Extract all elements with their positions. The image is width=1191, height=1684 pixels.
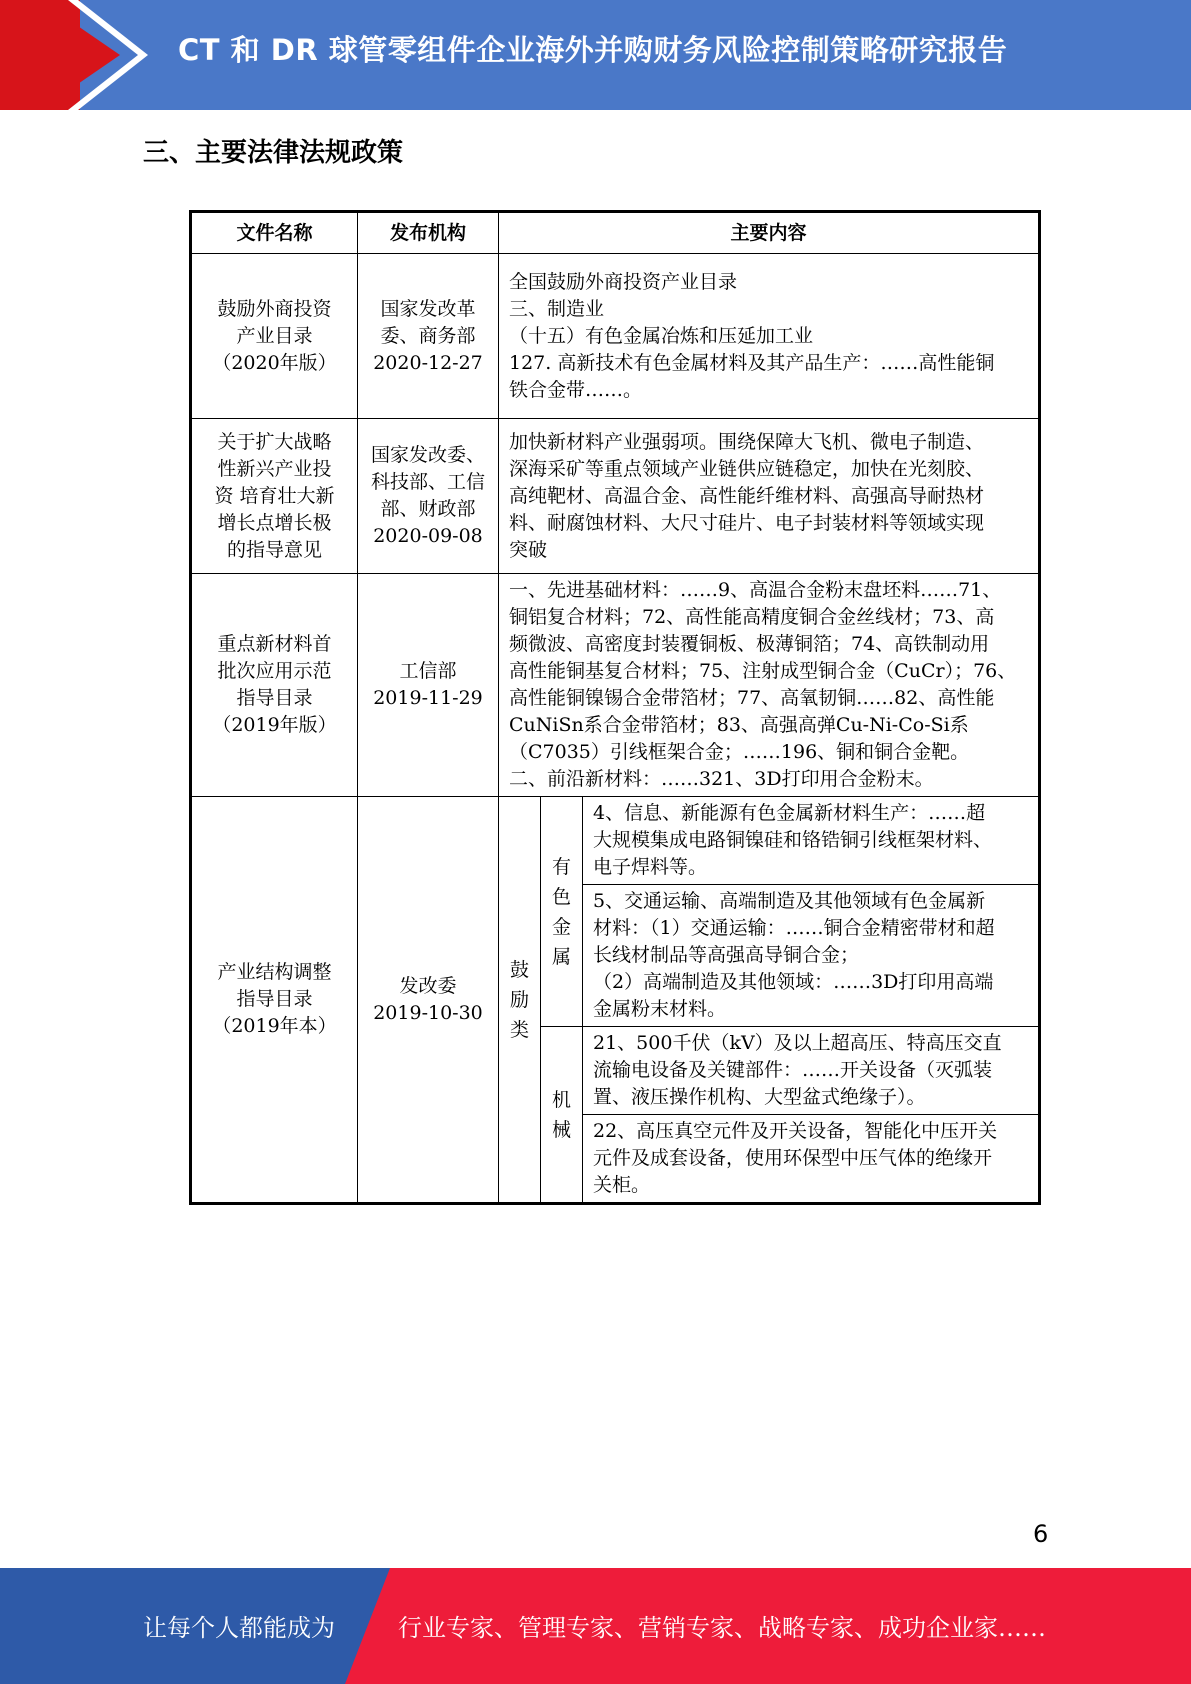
category-cell <box>499 797 541 1204</box>
cell-line: 流输电设备及关键部件：……开关设备（灭弧装 <box>593 1059 993 1081</box>
cell-line: 2019-10-30 <box>373 1001 483 1024</box>
group-label-cell <box>541 1027 583 1204</box>
cell-line: 元件及成套设备，使用环保型中压气体的绝缘开 <box>593 1147 993 1169</box>
cell-line: （2020年版） <box>212 351 337 374</box>
cell-line: 2020-12-27 <box>373 351 483 374</box>
cell-line: 的指导意见 <box>226 538 322 561</box>
item-cell <box>583 885 1040 1027</box>
cell-line: 127. 高新技术有色金属材料及其产品生产：……高性能铜 <box>509 351 995 374</box>
cell-line: 料、耐腐蚀材料、大尺寸硅片、电子封装材料等领域实现 <box>509 511 985 534</box>
item-cell <box>583 1115 1040 1204</box>
table-row <box>191 254 1040 419</box>
table-row <box>191 797 1040 885</box>
footer-slogan-left: 让每个人都能成为 <box>143 1614 335 1642</box>
cell-line: 金属粉末材料。 <box>593 998 727 1020</box>
item-cell <box>583 797 1040 885</box>
cell-line: （2019年本） <box>212 1015 337 1037</box>
cell-line: 指导目录 <box>236 988 313 1010</box>
header-content: 主要内容 <box>499 212 1040 254</box>
cell-line: 机 <box>551 1088 571 1111</box>
cell-line: 产业目录 <box>236 324 313 347</box>
cell-line: 工信部 <box>399 660 457 682</box>
cell-line: （2）高端制造及其他领域：……3D打印用高端 <box>593 971 994 993</box>
table-header-row <box>191 212 1040 254</box>
cell-line: 批次应用示范 <box>217 660 332 682</box>
cell-line: 4、信息、新能源有色金属新材料生产：……超 <box>593 802 986 824</box>
cell-line: 一、先进基础材料：……9、高温合金粉末盘坯料……71、 <box>509 579 1002 601</box>
cell-line: 励 <box>509 988 529 1011</box>
header-white-chevron <box>68 0 148 110</box>
cell-line: 性新兴产业投 <box>217 457 332 480</box>
cell-line: 指导目录 <box>236 687 313 709</box>
cell-line: 重点新材料首 <box>217 633 332 655</box>
cell-line: 21、500千伏（kV）及以上超高压、特高压交直 <box>593 1032 1002 1054</box>
doc-name-cell <box>191 254 358 419</box>
cell-line: 发改委 <box>399 974 457 997</box>
cell-line: 材料：（1）交通运输：……铜合金精密带材和超 <box>593 917 995 939</box>
cell-line: 高性能铜基复合材料；75、注射成型铜合金（CuCr）；76、 <box>509 660 1017 682</box>
section-title: 三、主要法律法规政策 <box>143 138 404 168</box>
cell-line: 鼓励外商投资 <box>217 297 332 320</box>
doc-name-cell <box>191 574 358 797</box>
cell-line: 鼓 <box>509 958 529 981</box>
doc-name-cell <box>191 797 358 1204</box>
cell-line: 色 <box>551 885 571 908</box>
cell-line: 铜铝复合材料；72、高性能高精度铜合金丝线材；73、高 <box>509 606 995 628</box>
doc-name-cell <box>191 419 358 574</box>
cell-line: 频微波、高密度封装覆铜板、极薄铜箔；74、高铁制动用 <box>509 633 990 655</box>
content-cell <box>499 419 1040 574</box>
cell-line: 三、制造业 <box>509 297 605 320</box>
page-number: 6 <box>1033 1520 1049 1548</box>
policy-table <box>189 210 1041 1205</box>
cell-line: 资 培育壮大新 <box>214 484 335 507</box>
publisher-cell <box>358 419 499 574</box>
report-title: CT 和 DR 球管零组件企业海外并购财务风险控制策略研究报告 <box>178 33 1008 67</box>
cell-line: 电子焊料等。 <box>593 856 708 878</box>
content-cell <box>499 574 1040 797</box>
cell-line: 长线材制品等高强高导铜合金； <box>593 944 860 966</box>
header-doc-name: 文件名称 <box>191 212 358 254</box>
publisher-cell <box>358 254 499 419</box>
cell-line: 关于扩大战略 <box>217 430 332 453</box>
header-publisher: 发布机构 <box>358 212 499 254</box>
cell-line: 部、财政部 <box>380 498 476 520</box>
cell-line: 二、前沿新材料：……321、3D打印用合金粉末。 <box>509 768 934 790</box>
cell-line: （C7035）引线框架合金；……196、铜和铜合金靶。 <box>509 741 970 763</box>
cell-line: 关柜。 <box>593 1174 651 1196</box>
cell-line: 5、交通运输、高端制造及其他领域有色金属新 <box>593 890 986 912</box>
cell-line: （2019年版） <box>212 714 337 736</box>
cell-line: 置、液压操作机构、大型盆式绝缘子）。 <box>593 1086 926 1108</box>
cell-line: 有 <box>551 855 571 878</box>
cell-line: 铁合金带……。 <box>509 378 643 401</box>
publisher-cell <box>358 574 499 797</box>
cell-line: 金 <box>551 915 571 938</box>
cell-line: 全国鼓励外商投资产业目录 <box>509 270 738 293</box>
cell-line: 国家发改革 <box>380 297 476 320</box>
cell-line: （十五）有色金属冶炼和压延加工业 <box>509 324 814 347</box>
header-banner <box>0 0 1191 110</box>
group-label-cell <box>541 797 583 1027</box>
cell-line: 增长点增长极 <box>217 511 332 534</box>
cell-line: 高纯靶材、高温合金、高性能纤维材料、高强高导耐热材 <box>509 484 985 507</box>
footer-slogan-right: 行业专家、管理专家、营销专家、战略专家、成功企业家…… <box>398 1614 1046 1642</box>
cell-line: 委、商务部 <box>380 324 476 347</box>
publisher-cell <box>358 797 499 1204</box>
footer-banner <box>0 1568 1191 1684</box>
item-cell <box>583 1027 1040 1115</box>
cell-line: 大规模集成电路铜镍硅和铬锆铜引线框架材料、 <box>593 829 993 851</box>
cell-line: 2019-11-29 <box>373 687 483 709</box>
table-row <box>191 419 1040 574</box>
cell-line: 突破 <box>509 538 548 561</box>
cell-line: 高性能铜镍锡合金带箔材；77、高氧韧铜……82、高性能 <box>509 687 995 709</box>
cell-line: 械 <box>551 1118 571 1141</box>
cell-line: 2020-09-08 <box>373 525 483 547</box>
cell-line: 22、高压真空元件及开关设备，智能化中压开关 <box>593 1120 998 1142</box>
cell-line: CuNiSn系合金带箔材；83、高强高弹Cu-Ni-Co-Si系 <box>509 714 969 736</box>
content-cell <box>499 254 1040 419</box>
cell-line: 加快新材料产业强弱项。围绕保障大飞机、微电子制造、 <box>509 430 985 453</box>
table-row <box>191 574 1040 797</box>
cell-line: 产业结构调整 <box>217 961 332 983</box>
cell-line: 属 <box>551 945 571 968</box>
cell-line: 类 <box>509 1018 529 1041</box>
cell-line: 科技部、工信 <box>370 471 485 493</box>
cell-line: 国家发改委、 <box>370 444 485 466</box>
cell-line: 深海采矿等重点领域产业链供应链稳定，加快在光刻胶、 <box>509 457 985 480</box>
